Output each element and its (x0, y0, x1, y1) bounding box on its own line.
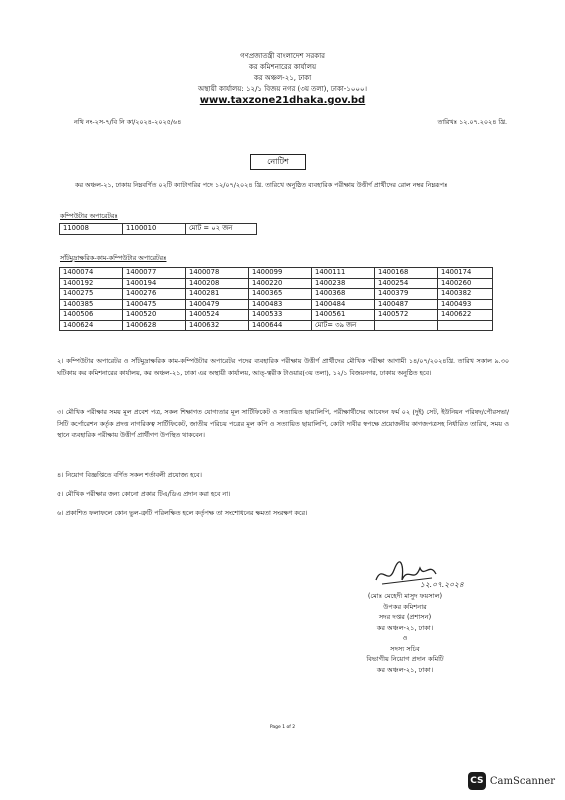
paragraph-3: ৩। মৌখিক পরীক্ষার সময় মূল প্রবেশ পত্র, সকল শিক্ষাগত যোগ্যতার মূল সার্টিফিকেট ও সত্যায়িত ছায়ালিপি, পরীক্ষার্থীদের আবেদন ফর্ম ০২ (দুই) সেট, ইউনিয়ন পরিষদ/পৌরসভা/সিটি কর্পোরেশন কর্তৃক প্রদত্ত নাগরিকত্ব সার্টিফিকেট, জাতীয় পরিচয় পত্রের মূল কপি ও সত্যায়িত ছায়ালিপি, কোটা দাবীর স্বপক্ষে প্রয়োজনীয় কাগজপত্রসহ নির্ধারিত তারিখ, সময় ও স্থানে ব্যবহারিক পরীক্ষায় উত্তীর্ণ প্রার্থীগণ উপস্থিত থাকবেন। (57, 408, 509, 439)
roll-cell: 1400208 (186, 278, 249, 289)
roll-cell: 1400479 (186, 299, 249, 310)
roll-cell: 1400238 (312, 278, 375, 289)
total-cell: মোট= ৩৯ জন (312, 320, 375, 331)
office-name: কর কমিশনারের কার্যালয় (248, 63, 317, 71)
roll-cell: 1400174 (438, 268, 493, 279)
roll-cell: 1400368 (312, 289, 375, 300)
roll-cell: 1400483 (249, 299, 312, 310)
category2-table (59, 267, 493, 331)
table-row (60, 299, 493, 310)
category1-heading: কম্পিউটার অপারেটরঃ (60, 212, 118, 220)
roll-cell: 1400078 (186, 268, 249, 279)
roll-cell: 1400077 (123, 268, 186, 279)
roll-cell: 1400192 (60, 278, 123, 289)
roll-cell: 1400493 (438, 299, 493, 310)
paragraph-4: ৪। নিয়োগ বিজ্ঞপ্তিতে বর্ণিত সকল শর্তাবলী প্রযোজ্য হবে। (57, 471, 202, 479)
roll-cell: 1400628 (123, 320, 186, 331)
roll-cell: 1400506 (60, 310, 123, 321)
signatory-name: (মোঃ মেহেদী মাসুদ ফয়সাল) (367, 592, 443, 600)
roll-cell: 1400276 (123, 289, 186, 300)
roll-cell: 110008 (60, 224, 123, 235)
roll-cell: 1400260 (438, 278, 493, 289)
roll-cell: 1400632 (186, 320, 249, 331)
roll-cell: 1400644 (249, 320, 312, 331)
roll-cell: 1400074 (60, 268, 123, 279)
committee-role: সদস্য সচিব (390, 644, 420, 653)
org-name: গণপ্রজাতন্ত্রী বাংলাদেশ সরকার (240, 52, 325, 60)
table-row (60, 224, 257, 235)
website-link[interactable]: www.taxzone21dhaka.gov.bd (199, 95, 366, 106)
table-row (60, 310, 493, 321)
roll-cell: 1400561 (312, 310, 375, 321)
memo-date: তারিখঃ ১২.০৭.২০২৪ খ্রি. (437, 118, 507, 126)
roll-cell: 1400254 (375, 278, 438, 289)
notice-title: নোটিশ (250, 154, 306, 170)
category2-heading: সাঁটমুদ্রাক্ষরিক-কাম-কম্পিউটার অপারেটরঃ (60, 254, 167, 262)
roll-cell: 1400194 (123, 278, 186, 289)
roll-cell: 1400220 (249, 278, 312, 289)
table-row (60, 268, 493, 279)
camscanner-logo-icon: CS (468, 772, 486, 790)
roll-cell: 1400475 (123, 299, 186, 310)
total-cell: মোট = ০২ জন (186, 224, 257, 235)
roll-cell: 1400624 (60, 320, 123, 331)
signatory-and: ও (402, 634, 408, 642)
roll-cell: 1400385 (60, 299, 123, 310)
camscanner-watermark (468, 772, 555, 790)
memo-number: নথি নং-২স-৭/বি নি কা/২০২৪-২০২৫/৬৪ (74, 118, 182, 126)
roll-cell: 1400379 (375, 289, 438, 300)
roll-cell (375, 320, 438, 331)
camscanner-label: CamScanner (489, 775, 555, 787)
intro-paragraph: কর অঞ্চল-২১, ঢাকায় নিম্নবর্ণিত ০২টি ক্যাটাগরির পদে ১২/০৭/২০২৪ খ্রি. তারিখে অনুষ্ঠিত ব্যবহারিক পরীক্ষায় উত্তীর্ণ প্রার্থীদের রোল নম্বর নিম্নরূপঃ (75, 181, 448, 189)
page-number: Page 1 of 2 (269, 725, 296, 730)
roll-cell: 1400487 (375, 299, 438, 310)
category1-table (59, 223, 257, 235)
roll-cell: 1400524 (186, 310, 249, 321)
roll-cell: 1400281 (186, 289, 249, 300)
roll-cell: 1400533 (249, 310, 312, 321)
table-row (60, 320, 493, 331)
table-row (60, 289, 493, 300)
zone-name: কর অঞ্চল-২১, ঢাকা (253, 74, 312, 82)
paragraph-2: ২। কম্পিউটার অপারেটর ও সাঁটমুদ্রাক্ষরিক কাম-কম্পিউটার অপারেটর পদের ব্যবহারিক পরীক্ষায় উত্তীর্ণ প্রার্থীদের মৌখিক পরীক্ষা আগামী ১৪/০৭/২০২৪খ্রি. তারিখ সকাল ৯.৩০ ঘটিকায় কর কমিশনারের কার্যালয়, কর অঞ্চল-২১, ঢাকা এর অস্থায়ী কার্যালয়, আত্-ত্বরীক টাওয়ার(৩য় তলা), ১২/১ বিজয়নগর, ঢাকায় অনুষ্ঠিত হবে। (57, 357, 509, 377)
committee-zone: কর অঞ্চল-২১, ঢাকা। (376, 665, 434, 674)
signatory-dept: সদর দপ্তর (প্রশাসন) (378, 613, 432, 621)
roll-cell: 1400111 (312, 268, 375, 279)
office-address: অস্থায়ী কার্যালয়: ১২/১ বিজয় নগর (৩য় তলা), ঢাকা-১০০০। (197, 85, 367, 93)
paragraph-6: ৬। প্রকাশিত ফলাফলে কোন ভুল-ত্রুটি পরিলক্ষিত হলে কর্তৃপক্ষ তা সংশোধনের ক্ষমতা সংরক্ষণ করে। (57, 509, 308, 517)
roll-cell: 1100010 (123, 224, 186, 235)
signatory-zone: কর অঞ্চল-২১, ঢাকা। (376, 623, 434, 632)
handwritten-date: ১২.০৭.২০২৪ (420, 580, 464, 589)
roll-cell: 1400572 (375, 310, 438, 321)
signatory-title: উপকর কমিশনার (383, 602, 427, 611)
paragraph-5: ৫। মৌখিক পরীক্ষার জন্য কোনো প্রকার টিএ/ডিএ প্রদান করা হবে না। (57, 490, 231, 498)
roll-cell (438, 320, 493, 331)
roll-cell: 1400168 (375, 268, 438, 279)
roll-cell: 1400365 (249, 289, 312, 300)
roll-cell: 1400484 (312, 299, 375, 310)
roll-cell: 1400382 (438, 289, 493, 300)
roll-cell: 1400099 (249, 268, 312, 279)
committee-name: বিভাগীয় নিয়োগ প্রদান কমিটি (366, 655, 444, 663)
roll-cell: 1400275 (60, 289, 123, 300)
roll-cell: 1400622 (438, 310, 493, 321)
table-row (60, 278, 493, 289)
roll-cell: 1400520 (123, 310, 186, 321)
